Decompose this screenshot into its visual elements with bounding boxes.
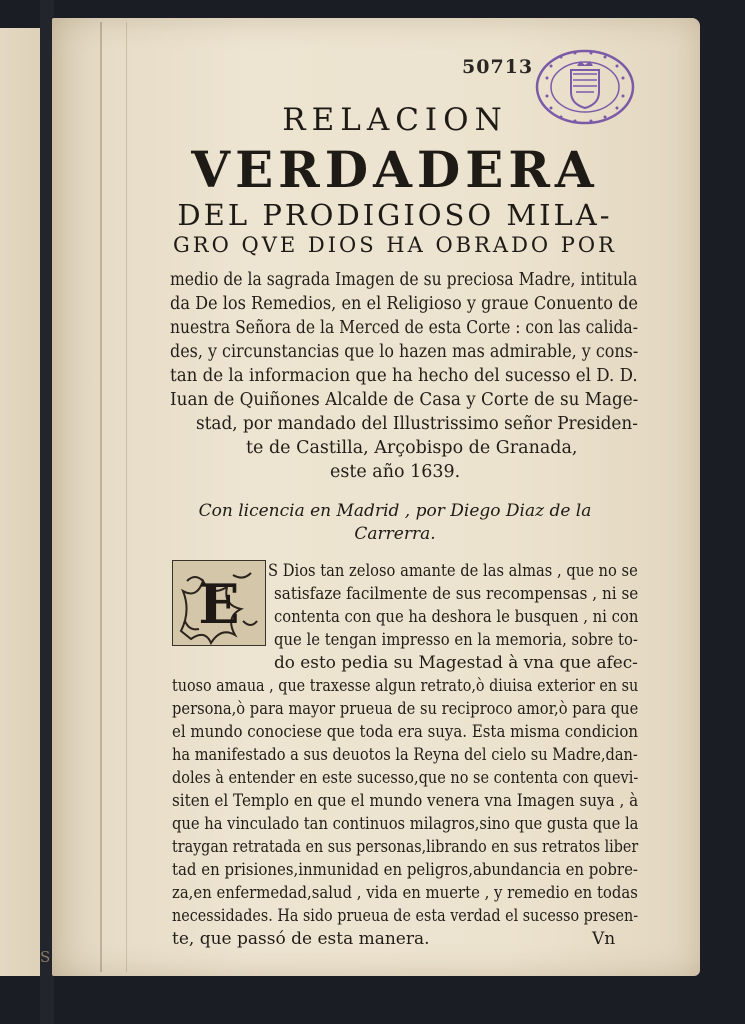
body-line: que le tengan impresso en la memoria, sobre to-	[274, 630, 638, 650]
body-line: persona,ò para mayor prueua de su reciproco amor,ò para que	[172, 699, 639, 719]
subtitle-line: nuestra Señora de la Merced de esta Corte : con las calida-	[170, 318, 638, 338]
decorated-initial	[172, 560, 266, 646]
license-line-2: Carrerra.	[354, 524, 436, 544]
body-line: que ha vinculado tan continuos milagros,sino que gusta que la	[172, 814, 639, 834]
shelfmark-number: 50713	[462, 56, 534, 78]
body-line: S Dios tan zeloso amante de las almas , que no se	[268, 561, 638, 581]
body-line: ha manifestado a sus deuotos la Reyna del cielo su Madre,dan-	[172, 745, 638, 765]
subtitle-line: medio de la sagrada Imagen de su preciosa Madre, intitula	[170, 270, 638, 290]
body-line: satisfaze facilmente de sus recompensas , ni se	[274, 584, 639, 604]
body-line: za,en enfermedad,salud , vida en muerte , y remedio en todas	[172, 883, 638, 903]
license-imprint	[150, 500, 640, 546]
body-line: do esto pedia su Magestad à vna que afec-	[274, 653, 638, 673]
body-line: doles à entender en este sucesso,que no se contenta con quevi-	[172, 768, 639, 788]
license-line-1: Con licencia en Madrid , por Diego Diaz de la	[198, 501, 592, 521]
fold-line-secondary	[126, 22, 127, 972]
title-block	[150, 100, 640, 258]
title-relacion: RELACION	[282, 102, 508, 138]
body-line: tuoso amaua , que traxesse algun retrato,ò diuisa exterior en su	[172, 676, 639, 696]
body-line: necessidades. Ha sido prueua de esta verdad el sucesso presen-	[172, 906, 639, 926]
body-line: te, que passó de esta manera.	[172, 929, 430, 949]
body-line: el mundo conociese que toda era suya. Esta misma condicion	[172, 722, 638, 742]
subtitle-year-line: este año 1639.	[330, 462, 461, 482]
initial-letter: E	[198, 572, 240, 636]
title-verdadera: VERDADERA	[191, 140, 599, 199]
ornamental-initial-icon	[173, 561, 265, 645]
catchword: Vn	[592, 929, 616, 949]
body-line: siten el Templo en que el mundo venera vna Imagen suya , à	[172, 791, 639, 811]
subtitle-line: stad, por mandado del Illustrissimo señor Presiden-	[196, 414, 638, 434]
title-line-4: GRO QVE DIOS HA OBRADO POR	[173, 233, 617, 257]
subtitle-line: Iuan de Quiñones Alcalde de Casa y Corte de su Mage-	[170, 390, 639, 410]
subtitle-line: da De los Remedios, en el Religioso y graue Conuento de	[170, 294, 638, 314]
subtitle-line: des, y circunstancias que lo hazen mas admirable, y cons-	[170, 342, 639, 362]
fold-line	[100, 22, 102, 972]
subtitle-line: tan de la informacion que ha hecho del sucesso el D. D.	[170, 366, 638, 386]
body-line: tad en prisiones,inmunidad en peligros,abundancia en pobre-	[172, 860, 638, 880]
body-line: traygan retratada en sus personas,librando en sus retratos liber	[172, 837, 639, 857]
title-line-3: DEL PRODIGIOSO MILA-	[177, 198, 613, 232]
body-line: contenta con que ha deshora le busquen , ni con	[274, 607, 639, 627]
edge-mark: S	[40, 948, 51, 966]
subtitle-line: te de Castilla, Arçobispo de Granada,	[246, 438, 578, 458]
